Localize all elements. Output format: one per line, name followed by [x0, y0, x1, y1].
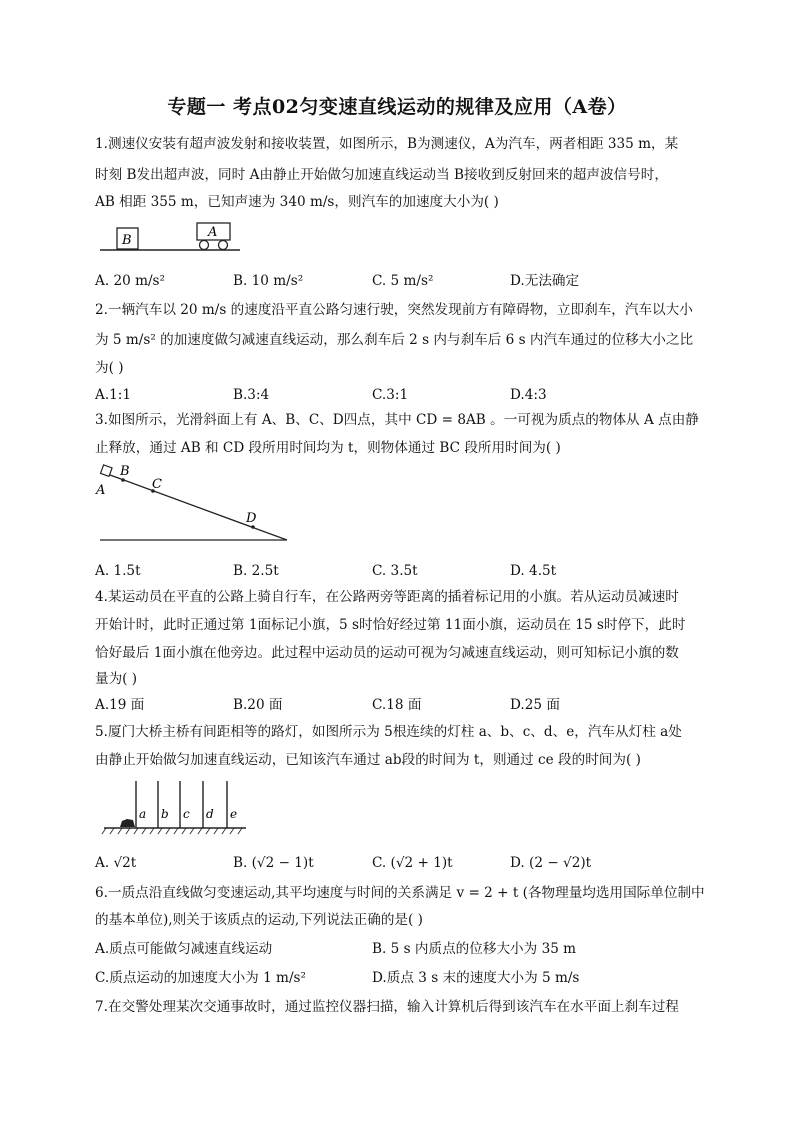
q5-label-a: a — [139, 807, 147, 821]
q1-line-2: 时刻 B发出超声波，同时 A由静止开始做匀加速直线运动当 B接收到反射回来的超声波信号时， — [95, 167, 668, 183]
q2-option-a: A.1:1 — [95, 387, 132, 403]
q1-label-a: A — [208, 225, 218, 240]
q5-label-d: d — [206, 807, 214, 821]
q1-line-1: 1.测速仪安装有超声波发射和接收装置，如图所示，B为测速仪，A为汽车，两者相距 335 m，某 — [95, 136, 679, 152]
q4-option-c: C.18 面 — [372, 697, 422, 713]
q3-option-a: A. 1.5t — [95, 563, 141, 579]
q4-line-1: 4.某运动员在平直的公路上骑自行车，在公路两旁等距离的插着标记用的小旗。若从运动员减速时 — [95, 589, 679, 605]
q5-label-c: c — [183, 807, 190, 821]
q1-option-d: D.无法确定 — [510, 273, 580, 289]
q3-line-2: 止释放，通过 AB 和 CD 段所用时间均为 t，则物体通过 BC 段所用时间为( ) — [95, 440, 561, 456]
q3-option-b: B. 2.5t — [233, 563, 279, 579]
q1-line-3: AB 相距 355 m，已知声速为 340 m/s，则汽车的加速度大小为( ) — [95, 194, 499, 210]
q6-option-d: D.质点 3 s 末的速度大小为 5 m/s — [372, 970, 580, 986]
q2-option-c: C.3:1 — [372, 387, 409, 403]
q5-line-2: 由静止开始做匀加速直线运动，已知该汽车通过 ab段的时间为 t，则通过 ce 段的时间为( ) — [95, 752, 641, 768]
q3-label-a: A — [96, 483, 106, 498]
q2-line-3: 为( ) — [95, 360, 124, 376]
q6-option-a: A.质点可能做匀减速直线运动 — [95, 941, 273, 957]
q6-option-b: B. 5 s 内质点的位移大小为 35 m — [372, 941, 577, 957]
q1-option-b: B. 10 m/s² — [233, 273, 304, 289]
q5-label-b: b — [161, 807, 169, 821]
q6-line-1: 6.一质点沿直线做匀变速运动,其平均速度与时间的关系满足 v = 2 + t (各物理量均选用国际单位制中 — [95, 885, 705, 901]
q6-option-c: C.质点运动的加速度大小为 1 m/s² — [95, 970, 306, 986]
q5-option-b: B. (√2 − 1)t — [233, 855, 314, 871]
q5-option-d: D. (2 − √2)t — [510, 855, 592, 871]
q5-label-e: e — [230, 807, 238, 821]
q2-option-b: B.3:4 — [233, 387, 270, 403]
q4-line-3: 恰好最后 1面小旗在他旁边。此过程中运动员的运动可视为匀减速直线运动，则可知标记小旗的数 — [95, 645, 679, 661]
q3-option-d: D. 4.5t — [510, 563, 557, 579]
q4-line-4: 量为( ) — [95, 671, 138, 687]
q2-option-d: D.4:3 — [510, 387, 547, 403]
page-title: 专题一 考点02匀变速直线运动的规律及应用（A卷） — [167, 96, 627, 118]
q1-label-b: B — [122, 233, 132, 248]
q7-line-1: 7.在交警处理某次交通事故时，通过监控仪器扫描，输入计算机后得到该汽车在水平面上刹车过程 — [95, 999, 679, 1015]
q4-option-d: D.25 面 — [510, 697, 560, 713]
q3-figure-incline — [90, 460, 300, 550]
q5-option-a: A. √2t — [95, 855, 137, 871]
q4-option-b: B.20 面 — [233, 697, 283, 713]
q1-option-a: A. 20 m/s² — [95, 273, 165, 289]
q3-label-c: C — [152, 477, 162, 492]
q3-label-d: D — [246, 511, 257, 526]
q3-label-b: B — [120, 464, 130, 479]
q4-option-a: A.19 面 — [95, 697, 145, 713]
q2-line-2: 为 5 m/s² 的加速度做匀减速直线运动，那么刹车后 2 s 内与刹车后 6 s 内汽车通过的位移大小之比 — [95, 332, 694, 348]
q3-option-c: C. 3.5t — [372, 563, 418, 579]
q4-line-2: 开始计时，此时正通过第 1面标记小旗，5 s时恰好经过第 11面小旗，运动员在 15 s时停下，此时 — [95, 617, 686, 633]
q5-option-c: C. (√2 + 1)t — [372, 855, 453, 871]
q3-line-1: 3.如图所示，光滑斜面上有 A、B、C、D四点，其中 CD = 8AB 。一可视为质点的物体从 A 点由静 — [95, 412, 699, 428]
q6-line-2: 的基本单位),则关于该质点的运动,下列说法正确的是( ) — [95, 912, 423, 928]
q1-figure-ultrasonic-setup — [100, 218, 250, 258]
q5-figure-lamp-posts — [100, 775, 250, 837]
q1-option-c: C. 5 m/s² — [372, 273, 434, 289]
q5-line-1: 5.厦门大桥主桥有间距相等的路灯，如图所示为 5根连续的灯柱 a、b、c、d、e，汽车从灯柱 a处 — [95, 724, 682, 740]
q2-line-1: 2.一辆汽车以 20 m/s 的速度沿平直公路匀速行驶，突然发现前方有障碍物，立即刹车，汽车以大小 — [95, 302, 693, 318]
